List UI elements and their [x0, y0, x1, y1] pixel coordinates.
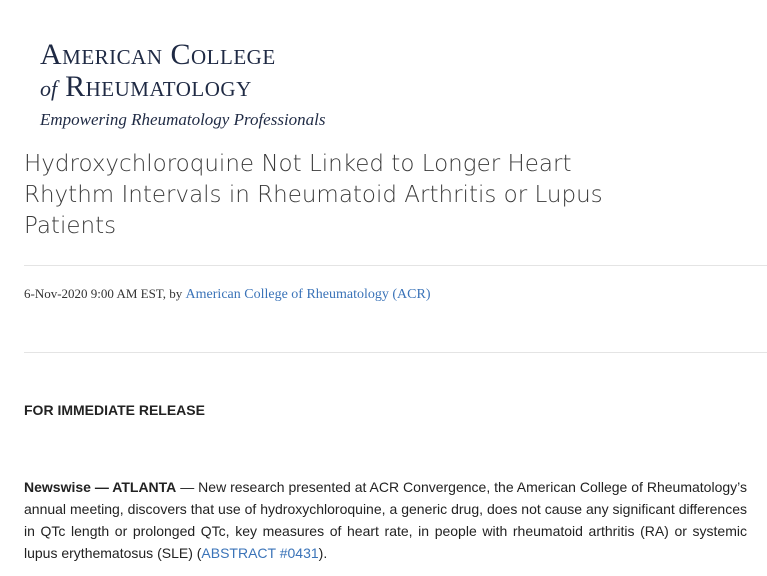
logo-text-rheumatology: Rheumatology — [65, 70, 252, 103]
logo-tagline: Empowering Rheumatology Professionals — [40, 110, 326, 129]
article-title: Hydroxychloroquine Not Linked to Longer Heart Rhythm Intervals in Rheumatoid Arthritis or Lupus Patients — [24, 151, 603, 239]
dateline: Newswise — ATLANTA — [24, 479, 177, 495]
release-label: FOR IMMEDIATE RELEASE — [24, 402, 205, 418]
logo-text-american-college: American College — [40, 38, 276, 71]
logo-line-2 — [40, 72, 326, 104]
divider — [24, 352, 767, 353]
logo-text-of: of — [40, 76, 58, 101]
logo-line-1 — [40, 40, 326, 70]
abstract-link[interactable]: ABSTRACT #0431 — [201, 545, 319, 561]
publish-date: 6-Nov-2020 9:00 AM EST — [24, 286, 163, 301]
divider — [24, 265, 767, 266]
body-text: — New research presented at ACR Convergence, the American College of Rheumatology’s annual meeting, discovers that use of hydroxychloroquine, a generic drug, does not cause any significant differences in QTc length or prolonged QTc, key measures of heart rate, in people with rheumatoid arthritis (RA) or systemic lupus erythematosus (SLE) ( — [24, 479, 747, 561]
author-link[interactable]: American College of Rheumatology (ACR) — [185, 287, 431, 302]
article-body — [24, 476, 747, 564]
byline — [24, 286, 431, 303]
body-end: ). — [318, 545, 328, 561]
acr-logo[interactable] — [40, 40, 326, 130]
byline-prefix: , by — [162, 286, 186, 301]
